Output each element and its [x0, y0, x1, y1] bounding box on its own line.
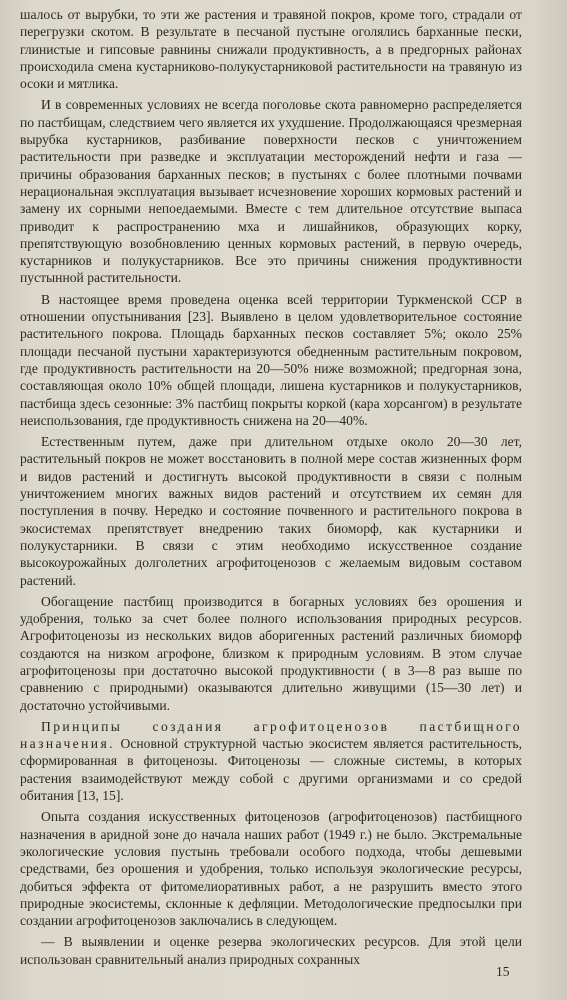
- section-text: Основной структурной частью экосистем является растительность, сформированная в фитоценозы. Фитоценозы — сложные системы, в которых растения взаимодействуют между собой с другими организмами и со средой обитания [13, 15].: [20, 736, 522, 804]
- section-heading: Принципы создания агрофитоценозов пастбищного назначения.: [20, 718, 522, 752]
- paragraph-7: Опыта создания искусственных фитоценозов (агрофитоценозов) пастбищного назначения в аридной зоне до начала наших работ (1949 г.) не было. Экстремальные экологические условия пустынь требовали особого подхода, чтобы дешевыми средствами, без орошения и удобрения, только используя экологические ресурсы, добиться эффекта от фитомелиоративных работ, а не разрушить вместо этого природные экосистемы, склонные к дефляции. Методологические предпосылки при создании агрофитоценозов заключались в следующем.: [20, 809, 522, 929]
- paragraph-4: Естественным путем, даже при длительном отдыхе около 20—30 лет, растительный покров не может восстановить в полной мере состав жизненных форм и видов растений и достигнуть высокой продуктивности в связи с полным уничтожением многих важных видов растений и отсутствием их семян для поступления в почву. Нередко и состояние почвенного и растительного покрова в экосистемах препятствует внедрению таких биоморф, как кустарники и полукустарники. В связи с этим необходимо искусственное создание высокоурожайных долголетних агрофитоценозов с желаемым видовым составом растений.: [20, 434, 522, 588]
- paragraph-8: — В выявлении и оценке резерва экологических ресурсов. Для этой цели использован сравнительный анализ природных сохранных: [20, 934, 522, 967]
- paragraph-principles: [20, 718, 522, 804]
- paragraph-1: шалось от вырубки, то эти же растения и травяной покров, кроме того, страдали от перегрузки скотом. В результате в песчаной пустыне оголялись барханные пески, глинистые и гипсовые равнины снижали продуктивность, а в предгорных районах происходила смена кустарниково-полукустарниковой растительности на травяную из осоки и мятлика.: [20, 7, 522, 92]
- paragraph-3: В настоящее время проведена оценка всей территории Туркменской ССР в отношении опустынивания [23]. Выявлено в целом удовлетворительное состояние растительного покрова. Площадь барханных песков составляет 5%; около 25% площади песчаной пустыни характеризуются обедненным растительным покровом, где продуктивность растительности на 20—50% ниже возможной; предгорная зона, составляющая около 10% общей площади, лишена кустарников и полукустарников, пастбища здесь сезонные: 3% пастбищ покрыты коркой (кара хорсангом) в результате неиспользования, где продуктивность снижена на 20—40%.: [20, 291, 522, 428]
- paragraph-2: И в современных условиях не всегда поголовье скота равномерно распределяется по пастбищам, следствием чего является их ухудшение. Продолжающаяся чрезмерная вырубка кустарников, разбивание поверхности песков с уничтожением растительности при разведке и эксплуатации месторождений нефти и газа — причины образования барханных песков; в пустынях с более плотными почвами нерациональная эксплуатация вызывает исчезновение хороших кормовых растений и замену их сорными непоедаемыми. Вместе с тем длительное отсутствие выпаса приводит к распространению мха и лишайников, образующих корку, препятствующую возобновлению ценных кормовых растений, в первую очередь, кустарников и полукустарников. Все это причины снижения продуктивности пустынной растительности.: [20, 97, 522, 286]
- body-text: [20, 6, 522, 968]
- page-number: 15: [496, 964, 510, 979]
- paragraph-5: Обогащение пастбищ производится в богарных условиях без орошения и удобрения, только за счет более полного использования природных ресурсов. Агрофитоценозы из нескольких видов аборигенных растений различных биоморф создаются на низком агрофоне, близком к природным условиям. В этом случае агрофитоценозы при достаточно высокой продуктивности ( в 3—8 раз выше по сравнению с природными) оказываются длительно живущими (15—30 лет) и достаточно устойчивыми.: [20, 593, 522, 713]
